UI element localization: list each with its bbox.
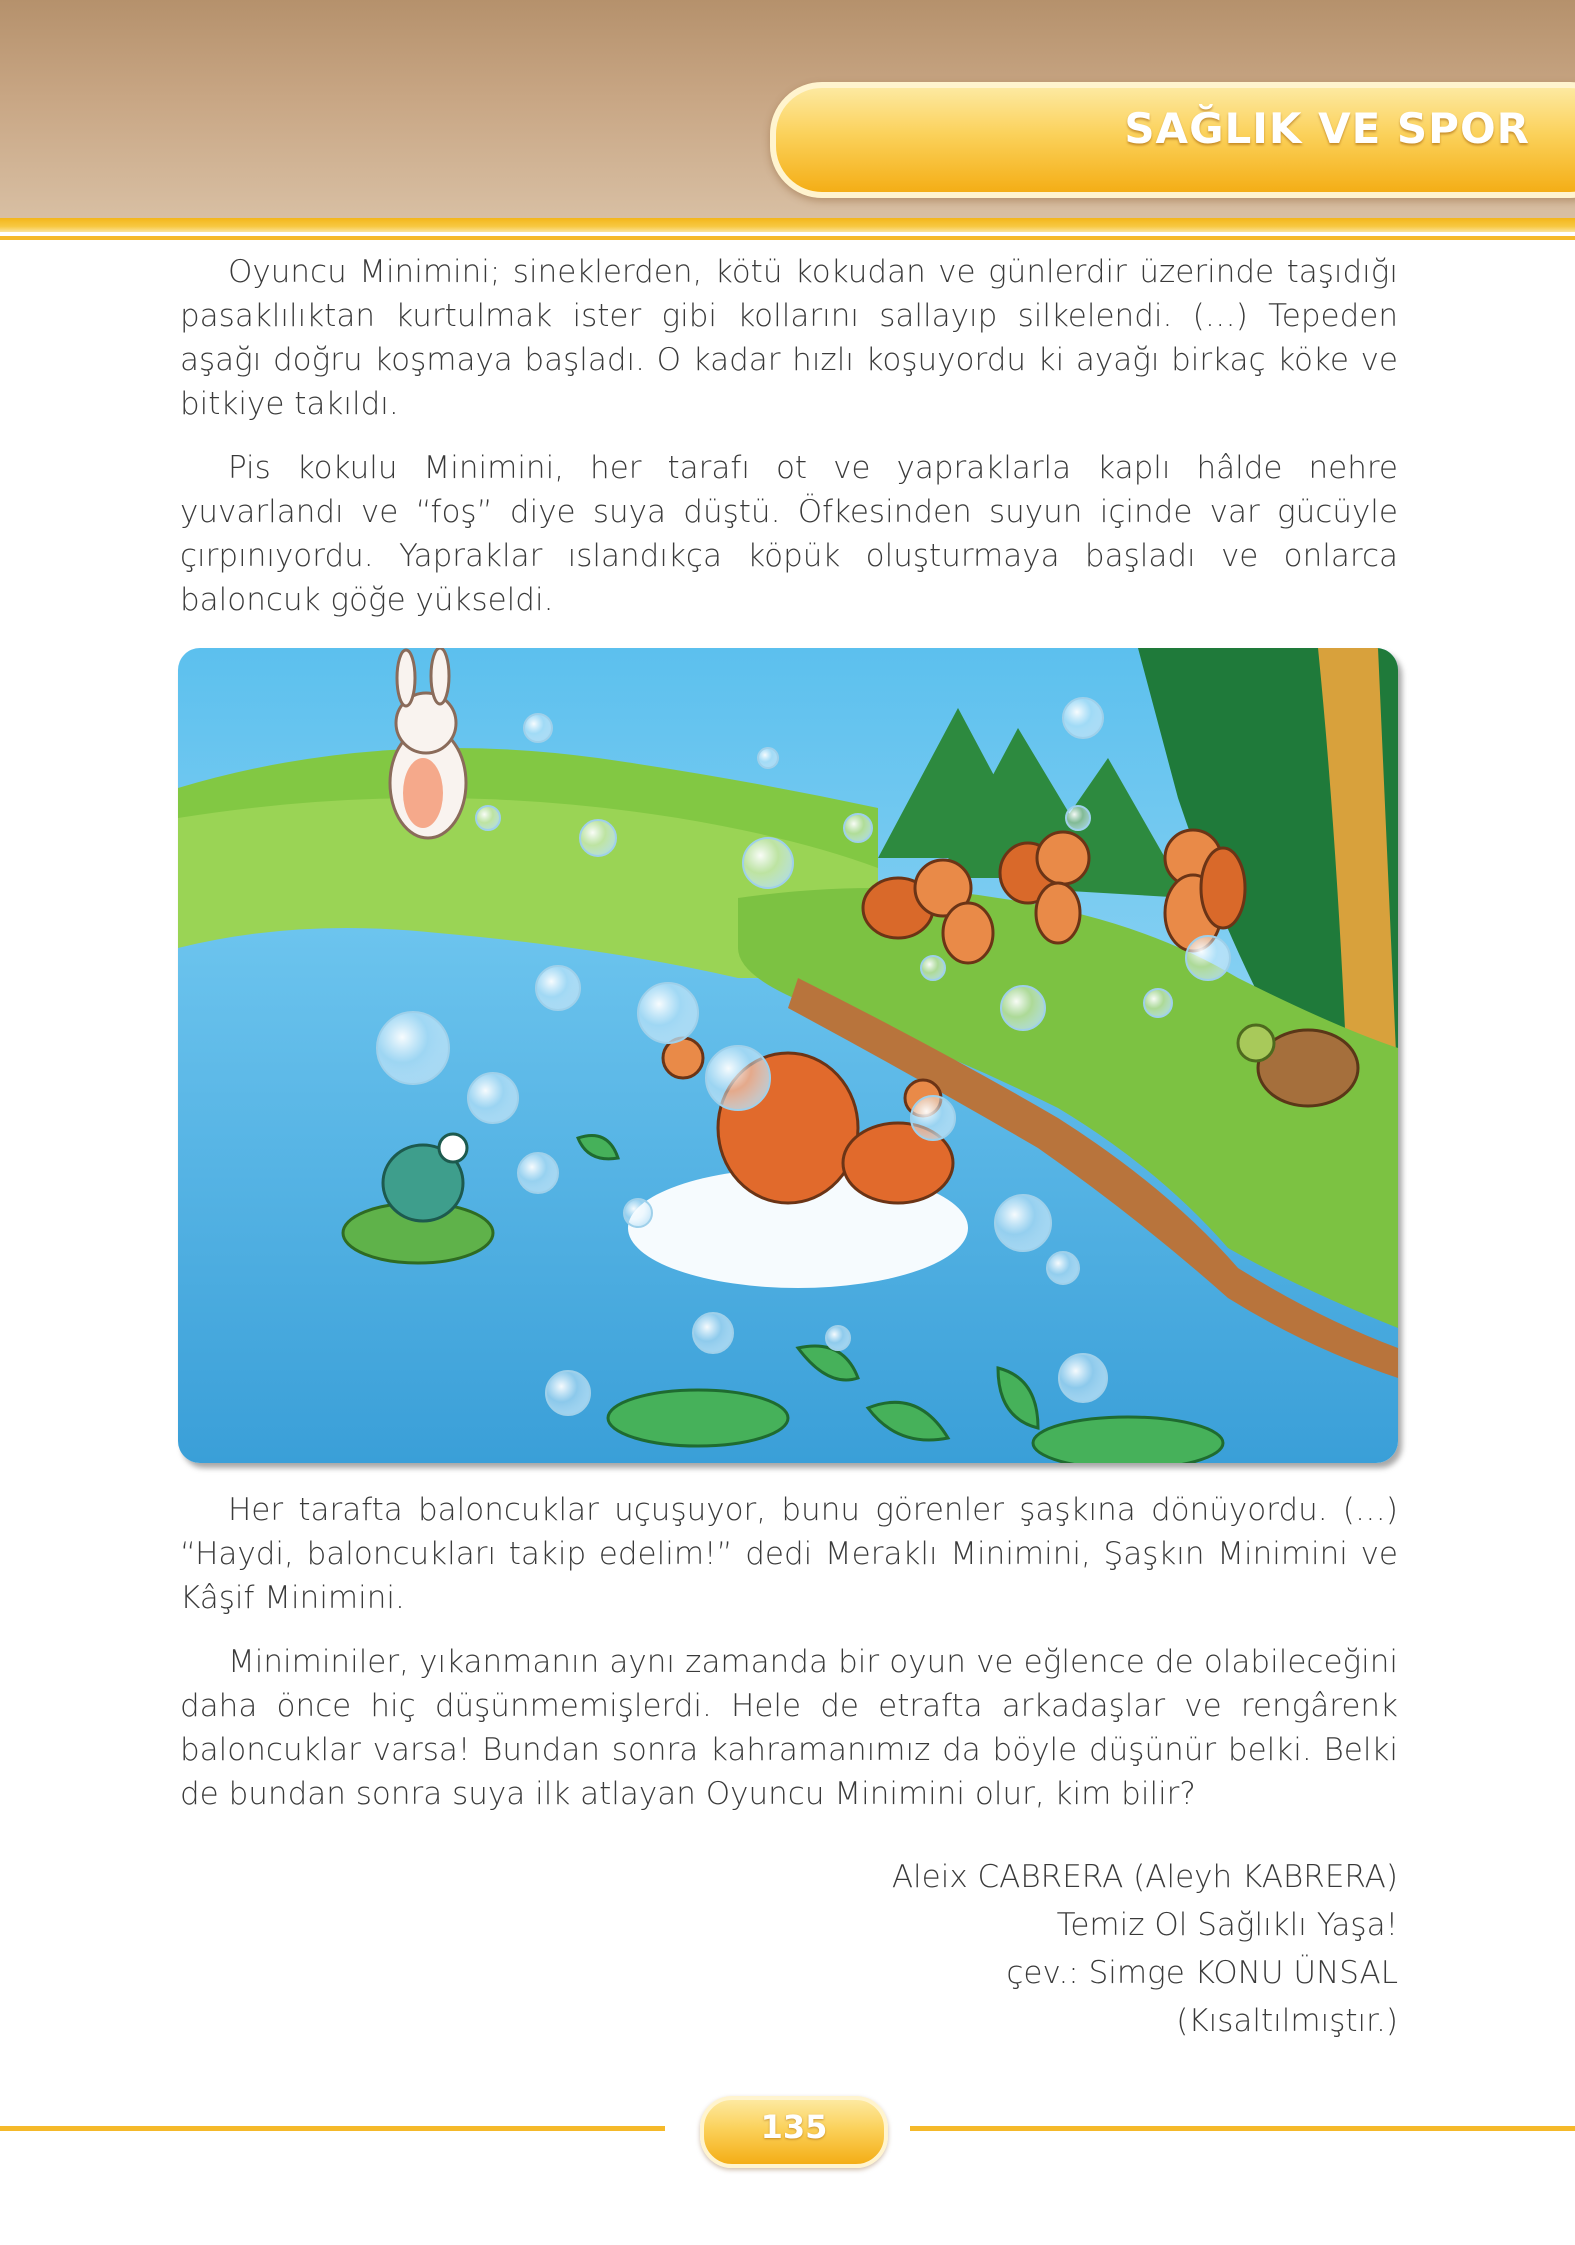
- header-divider-thin: [0, 236, 1575, 240]
- paragraph-1: Oyuncu Minimini; sineklerden, kötü kokudan ve günlerdir üzerinde taşıdığı pasaklılıktan kurtulmak ister gibi kollarını sallayıp silkelendi. (…) Tepeden aşağı doğru koşmaya başladı. O kadar hızlı koşuyordu ki ayağı birkaç köke ve bitkiye takıldı.: [180, 254, 1398, 422]
- section-title: SAĞLIK VE SPOR: [1124, 104, 1530, 153]
- credit-book-title: Temiz Ol Sağlıklı Yaşa!: [1056, 1907, 1398, 1943]
- footer-rule-right: [910, 2126, 1575, 2131]
- story-illustration: [178, 648, 1398, 1463]
- paragraph-3: Her tarafta baloncuklar uçuşuyor, bunu görenler şaşkına dönüyordu. (…) “Haydi, baloncukları takip edelim!” dedi Meraklı Minimini, Şaşkın Minimini ve Kâşif Minimini.: [180, 1492, 1398, 1616]
- page-number: 135: [760, 2108, 828, 2146]
- credit-author: Aleix CABRERA (Aleyh KABRERA): [891, 1859, 1398, 1895]
- credit-abridged-note: (Kısaltılmıştır.): [1176, 2003, 1398, 2039]
- paragraph-2: Pis kokulu Minimini, her tarafı ot ve yapraklarla kaplı hâlde nehre yuvarlandı ve “foş” diye suya düştü. Öfkesinden suyun içinde var gücüyle çırpınıyordu. Yapraklar ıslandıkça köpük oluşturmaya başladı ve onlarca baloncuk göğe yükseldi.: [180, 450, 1398, 618]
- pond-scene-svg: [178, 648, 1398, 1463]
- credit-translator: çev.: Simge KONU ÜNSAL: [1006, 1955, 1398, 1991]
- source-credits: [698, 1853, 1398, 2045]
- paragraph-4: Miniminiler, yıkanmanın aynı zamanda bir oyun ve eğlence de olabileceğini daha önce hiç düşünmemişlerdi. Hele de etrafta arkadaşlar ve rengârenk baloncuklar varsa! Bundan sonra kahramanımız da böyle düşünür belki. Belki de bundan sonra suya ilk atlayan Oyuncu Minimini olur, kim bilir?: [180, 1644, 1398, 1812]
- header-divider: [0, 218, 1575, 232]
- footer-rule-left: [0, 2126, 665, 2131]
